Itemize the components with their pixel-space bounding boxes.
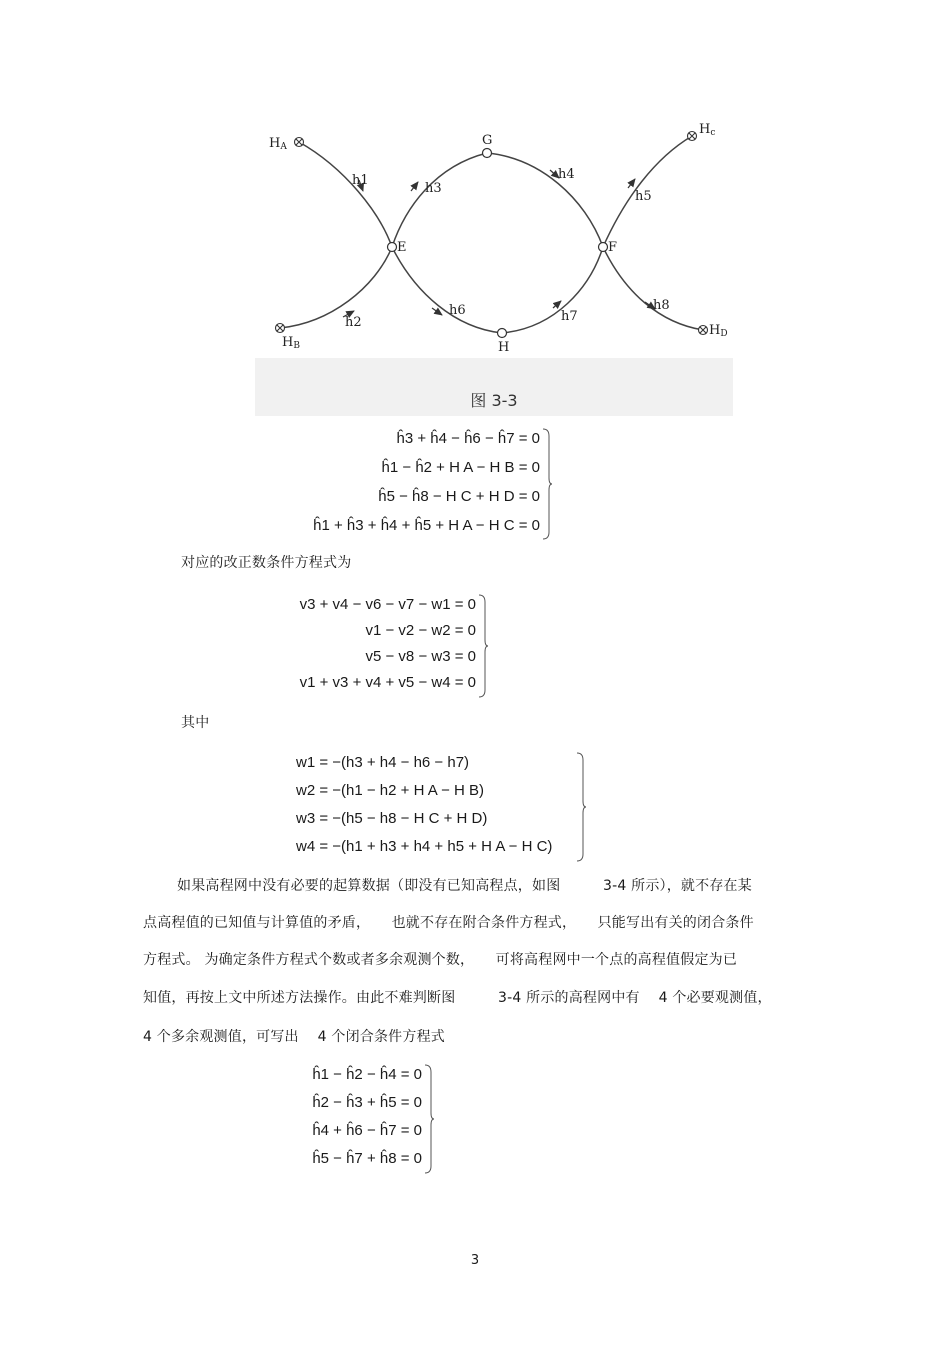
edge-h7 xyxy=(502,247,603,333)
equation-line: w2 = −(h1 − h2 + H A − H B) xyxy=(296,782,485,799)
edge-h3 xyxy=(392,153,487,247)
label-g: G xyxy=(482,133,493,148)
label-hd: HD xyxy=(709,323,728,339)
misclosure-definitions xyxy=(296,752,596,862)
equation-line: v5 − v8 − w3 = 0 xyxy=(365,648,476,665)
edge-h4 xyxy=(487,153,603,247)
equation-line: w4 = −(h1 + h3 + h4 + h5 + H A − H C) xyxy=(296,838,553,855)
equation-line: ĥ3 + ĥ4 − ĥ6 − ĥ7 = 0 xyxy=(396,430,540,447)
label-e: E xyxy=(397,240,407,255)
edge-h6 xyxy=(392,247,502,333)
equation-line: ĥ1 − ĥ2 − ĥ4 = 0 xyxy=(312,1066,422,1083)
equation-line: ĥ1 − ĥ2 + H A − H B = 0 xyxy=(381,459,540,476)
equation-line: ĥ5 − ĥ7 + ĥ8 = 0 xyxy=(312,1150,422,1167)
label-h: H xyxy=(498,340,510,355)
label-h3: h3 xyxy=(425,181,442,196)
paragraph-line: 4 个多余观测值，可写出 4 个闭合条件方程式 xyxy=(143,1029,445,1045)
paragraph-line: 如果高程网中没有必要的起算数据（即没有已知高程点，如图 3-4 所示），就不存在某 xyxy=(177,878,752,894)
correction-equations xyxy=(290,594,490,698)
right-brace xyxy=(424,1064,434,1174)
right-brace xyxy=(542,428,552,540)
node-hc-known xyxy=(688,132,697,141)
label-ha: HA xyxy=(269,136,287,152)
equation-line: ĥ5 − ĥ8 − H C + H D = 0 xyxy=(378,488,540,505)
correction-intro: 对应的改正数条件方程式为 xyxy=(181,555,352,571)
label-f: F xyxy=(608,240,618,255)
closed-conditions-equations xyxy=(290,428,560,540)
paragraph-line: 方程式。 为确定条件方程式个数或者多余观测个数， 可将高程网中一个点的高程值假定为已 xyxy=(143,952,738,968)
label-h6: h6 xyxy=(449,303,466,318)
label-h7: h7 xyxy=(561,309,578,324)
node-hb-known xyxy=(276,324,285,333)
label-hc: Hc xyxy=(699,122,716,138)
label-h1: h1 xyxy=(352,173,369,188)
equation-line: v1 − v2 − w2 = 0 xyxy=(365,622,476,639)
figure-caption-band xyxy=(255,358,733,416)
equation-line: v3 + v4 − v6 − v7 − w1 = 0 xyxy=(299,596,476,613)
node-g xyxy=(483,149,492,158)
where-text: 其中 xyxy=(181,715,210,731)
label-h2: h2 xyxy=(345,315,362,330)
closed-only-equations xyxy=(296,1064,436,1174)
node-f xyxy=(599,243,608,252)
equation-line: ĥ1 + ĥ3 + ĥ4 + ĥ5 + H A − H C = 0 xyxy=(313,517,540,534)
paragraph-line: 知值，再按上文中所述方法操作。由此不难判断图 3-4 所示的高程网中有 4 个必要观测值， xyxy=(143,990,772,1006)
edge-h1 xyxy=(299,142,392,247)
node-hd-known xyxy=(699,326,708,335)
label-h8: h8 xyxy=(653,298,670,313)
node-h xyxy=(498,329,507,338)
label-hb: HB xyxy=(282,335,300,351)
equation-line: w1 = −(h3 + h4 − h6 − h7) xyxy=(296,754,470,771)
equation-line: ĥ4 + ĥ6 − ĥ7 = 0 xyxy=(312,1122,422,1139)
label-h4: h4 xyxy=(558,167,575,182)
figure-caption: 图 3-3 xyxy=(470,391,518,410)
page-number: 3 xyxy=(470,1253,480,1268)
equation-line: v1 + v3 + v4 + v5 − w4 = 0 xyxy=(299,674,476,691)
node-e xyxy=(388,243,397,252)
node-ha-known xyxy=(295,138,304,147)
equation-line: ĥ2 − ĥ3 + ĥ5 = 0 xyxy=(312,1094,422,1111)
edge-h8 xyxy=(603,247,703,330)
right-brace xyxy=(576,752,586,862)
paragraph-line: 点高程值的已知值与计算值的矛盾， 也就不存在附合条件方程式， 只能写出有关的闭合条件 xyxy=(143,915,754,931)
edge-h2 xyxy=(280,247,392,328)
equation-line: w3 = −(h5 − h8 − H C + H D) xyxy=(296,810,488,827)
label-h5: h5 xyxy=(635,189,652,204)
right-brace xyxy=(478,594,488,698)
